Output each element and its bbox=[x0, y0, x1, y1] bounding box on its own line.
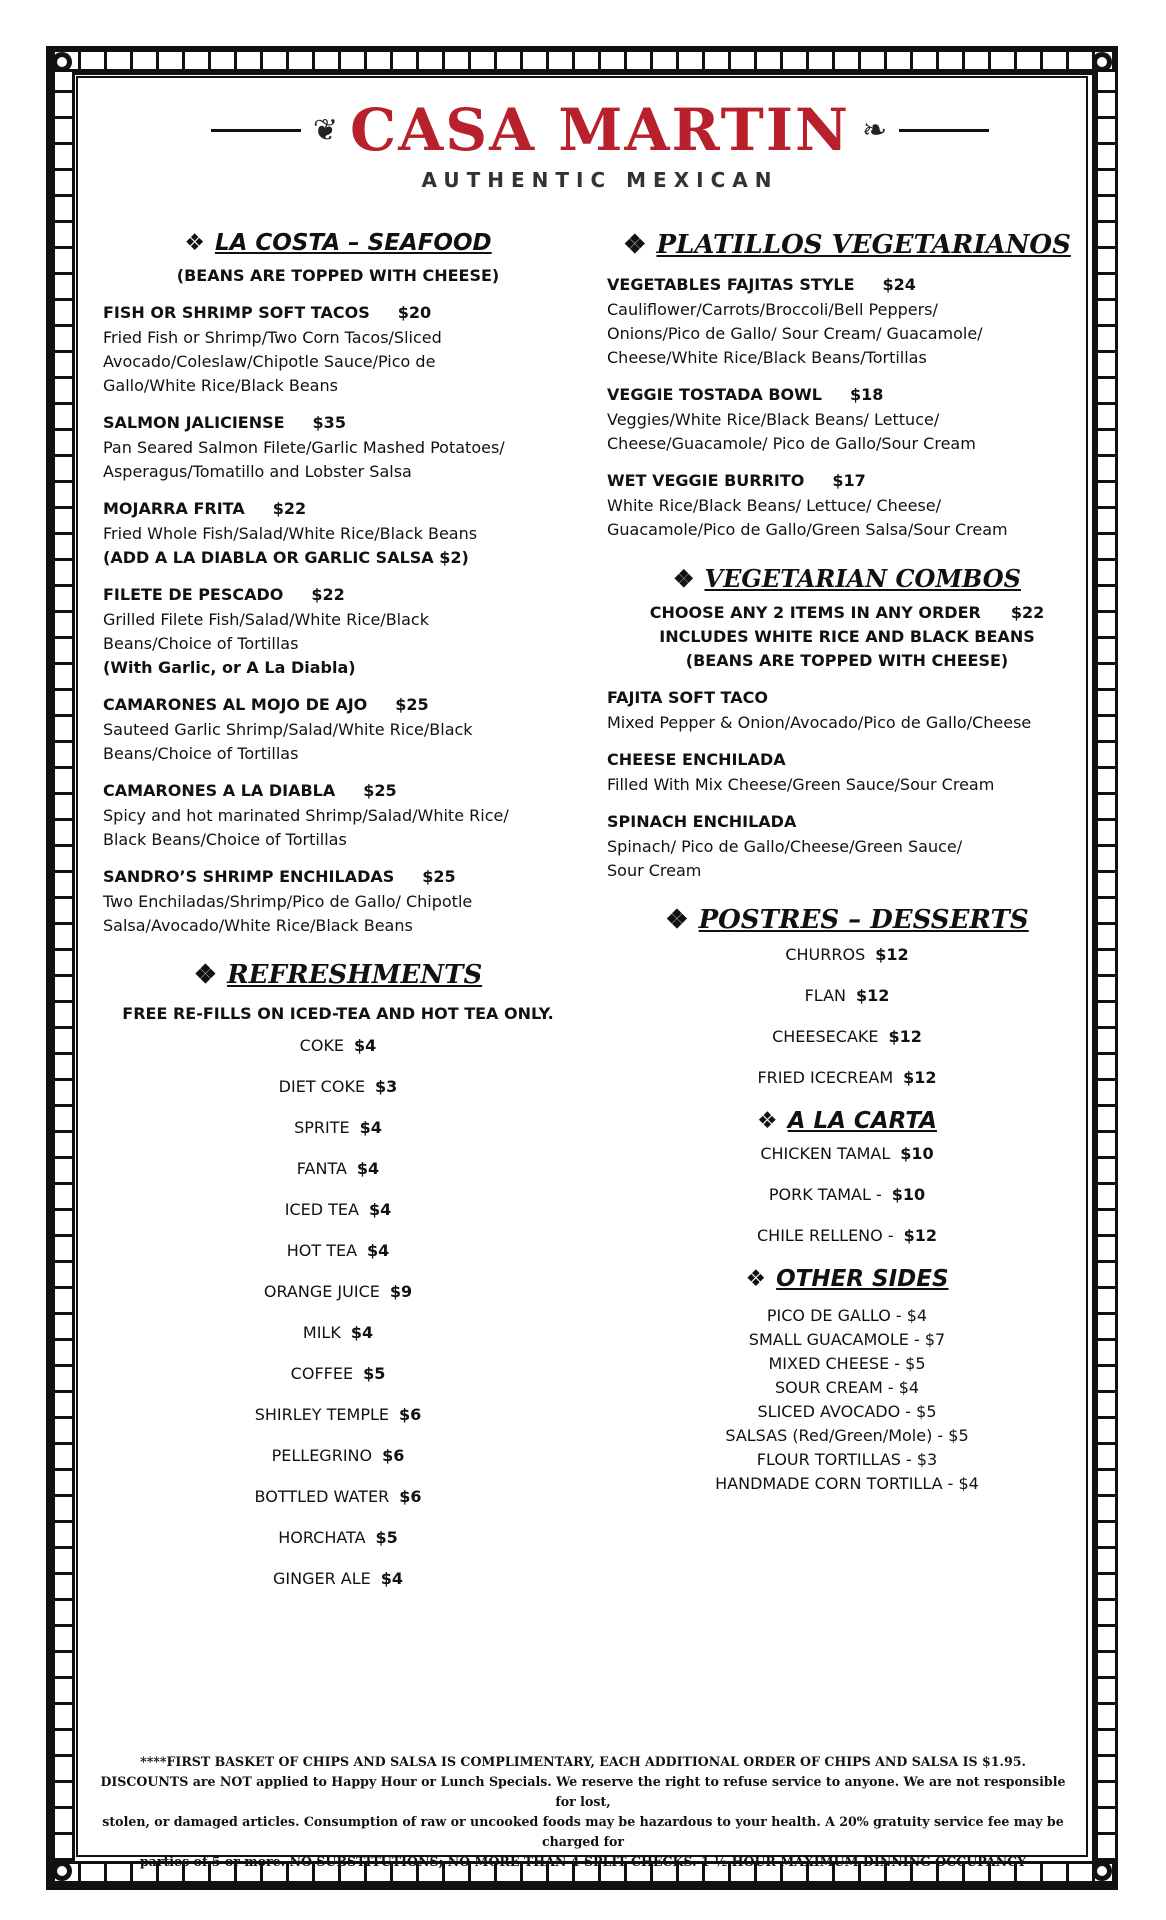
price-row: SMALL GUACAMOLE - $7 bbox=[748, 1330, 946, 1349]
price-row bbox=[103, 1567, 573, 1591]
right-column bbox=[607, 230, 1087, 1496]
item-price: $35 bbox=[312, 413, 346, 432]
item-option-note: (With Garlic, or A La Diabla) bbox=[103, 658, 356, 677]
footer-line: ****FIRST BASKET OF CHIPS AND SALSA IS COMPLIMENTARY, EACH ADDITIONAL ORDER OF CHIPS AND SALSA IS $1.95. bbox=[140, 1754, 1026, 1769]
combos-note-3: (BEANS ARE TOPPED WITH CHEESE) bbox=[685, 651, 1009, 670]
diamond-bullet-icon: ❖ bbox=[665, 905, 689, 935]
diamond-bullet-icon: ❖ bbox=[193, 960, 218, 990]
menu-item bbox=[607, 272, 1087, 370]
item-description: Spicy and hot marinated Shrimp/Salad/White Rice/ bbox=[103, 806, 509, 825]
diamond-bullet-icon: ❖ bbox=[672, 564, 695, 593]
item-description: Beans/Choice of Tortillas bbox=[103, 744, 299, 763]
price-row bbox=[103, 1198, 573, 1222]
item-price: $5 bbox=[363, 1364, 386, 1383]
item-title bbox=[103, 864, 573, 890]
item-price: $12 bbox=[903, 1068, 937, 1087]
item-description: Avocado/Coleslaw/Chipotle Sauce/Pico de bbox=[103, 352, 436, 371]
title-rule-right bbox=[899, 129, 989, 132]
item-title bbox=[103, 692, 573, 718]
item-description: Fried Whole Fish/Salad/White Rice/Black Beans bbox=[103, 524, 478, 543]
section-heading-sides: ❖ OTHER SIDES bbox=[745, 1266, 949, 1292]
price-row: PICO DE GALLO - $4 bbox=[766, 1306, 928, 1325]
price-row: SOUR CREAM - $4 bbox=[774, 1378, 920, 1397]
refreshments-note: FREE RE-FILLS ON ICED-TEA AND HOT TEA ONLY. bbox=[122, 1004, 554, 1023]
corner-ornament-icon bbox=[1092, 52, 1112, 72]
item-price: $4 bbox=[350, 1323, 374, 1342]
diamond-bullet-icon: ❖ bbox=[184, 230, 205, 256]
item-description: Cheese/White Rice/Black Beans/Tortillas bbox=[607, 348, 927, 367]
item-name: MILK bbox=[302, 1323, 341, 1342]
item-name: GINGER ALE bbox=[272, 1569, 371, 1588]
item-name: MOJARRA FRITA bbox=[103, 499, 245, 518]
item-description: Veggies/White Rice/Black Beans/ Lettuce/ bbox=[607, 410, 940, 429]
scroll-ornament-icon: ❧ bbox=[861, 112, 888, 148]
item-price: $24 bbox=[882, 275, 916, 294]
item-price: $22 bbox=[311, 585, 345, 604]
item-price: $12 bbox=[903, 1226, 938, 1245]
item-description: Asperagus/Tomatillo and Lobster Salsa bbox=[103, 462, 412, 481]
item-price: $4 bbox=[356, 1159, 380, 1178]
section-heading-refreshments: ❖ REFRESHMENTS bbox=[193, 960, 483, 990]
section-heading-combos: ❖ VEGETARIAN COMBOS bbox=[672, 564, 1021, 593]
diamond-bullet-icon: ❖ bbox=[745, 1266, 767, 1292]
item-name: FANTA bbox=[296, 1159, 347, 1178]
corner-ornament-icon bbox=[52, 52, 72, 72]
item-price: $12 bbox=[875, 945, 909, 964]
price-row bbox=[607, 1025, 1087, 1049]
item-name: CHEESECAKE bbox=[772, 1027, 879, 1046]
item-name: COFFEE bbox=[290, 1364, 354, 1383]
item-price: $25 bbox=[363, 781, 397, 800]
combos-note-2: INCLUDES WHITE RICE AND BLACK BEANS bbox=[659, 627, 1035, 646]
vegetarian-items bbox=[607, 272, 1087, 542]
item-title bbox=[103, 300, 573, 326]
item-description: Cheese/Guacamole/ Pico de Gallo/Sour Cream bbox=[607, 434, 976, 453]
item-title bbox=[103, 778, 573, 804]
seafood-note: (BEANS ARE TOPPED WITH CHEESE) bbox=[176, 266, 500, 285]
footer-line: stolen, or damaged articles. Consumption of raw or uncooked foods may be hazardous to your health. A 20% gratuity service fee may be charged for bbox=[102, 1814, 1064, 1849]
price-row: SLICED AVOCADO - $5 bbox=[757, 1402, 937, 1421]
item-description: Salsa/Avocado/White Rice/Black Beans bbox=[103, 916, 413, 935]
menu-header bbox=[160, 98, 1040, 192]
diamond-bullet-icon: ❖ bbox=[623, 230, 647, 260]
section-heading-desserts: ❖ POSTRES – DESSERTS bbox=[665, 905, 1029, 935]
item-name: FISH OR SHRIMP SOFT TACOS bbox=[103, 303, 370, 322]
price-row bbox=[607, 943, 1087, 967]
item-name: PELLEGRINO bbox=[271, 1446, 373, 1465]
restaurant-subtitle: AUTHENTIC MEXICAN bbox=[421, 168, 779, 192]
corner-ornament-icon bbox=[1092, 1861, 1112, 1881]
item-description: Mixed Pepper & Onion/Avocado/Pico de Gallo/Cheese bbox=[607, 713, 1032, 732]
price-row bbox=[103, 1362, 573, 1386]
item-name: CHEESE ENCHILADA bbox=[607, 750, 786, 769]
item-name: VEGGIE TOSTADA BOWL bbox=[607, 385, 822, 404]
combo-items bbox=[607, 685, 1087, 883]
item-name: SPRITE bbox=[294, 1118, 350, 1137]
item-name: HOT TEA bbox=[286, 1241, 358, 1260]
item-price: $6 bbox=[382, 1446, 405, 1465]
item-name: VEGETABLES FAJITAS STYLE bbox=[607, 275, 855, 294]
item-price: $5 bbox=[375, 1528, 398, 1547]
item-description: Gallo/White Rice/Black Beans bbox=[103, 376, 338, 395]
footer-line: parties of 5 or more. NO SUBSTITUTIONS; NO MORE THAN 4 SPLIT CHECKS. 1 ½ HOUR MAXIMUM DINNING OCCUPANCY bbox=[139, 1854, 1027, 1869]
item-description: Filled With Mix Cheese/Green Sauce/Sour Cream bbox=[607, 775, 995, 794]
item-price: $4 bbox=[354, 1036, 377, 1055]
item-price: $4 bbox=[380, 1569, 404, 1588]
price-row bbox=[103, 1403, 573, 1427]
item-name: FAJITA SOFT TACO bbox=[607, 688, 768, 707]
menu-item bbox=[103, 778, 573, 852]
item-price: $18 bbox=[850, 385, 884, 404]
item-name: FLAN bbox=[804, 986, 846, 1005]
item-name: DIET COKE bbox=[278, 1077, 366, 1096]
item-price: $12 bbox=[888, 1027, 922, 1046]
menu-item bbox=[607, 809, 1087, 883]
item-price: $17 bbox=[832, 471, 866, 490]
section-heading-carta: ❖ A LA CARTA bbox=[757, 1108, 937, 1134]
item-price: $10 bbox=[891, 1185, 926, 1204]
menu-item bbox=[103, 300, 573, 398]
price-row bbox=[607, 1142, 1087, 1166]
price-row: SALSAS (Red/Green/Mole) - $5 bbox=[725, 1426, 969, 1445]
item-name: CAMARONES AL MOJO DE AJO bbox=[103, 695, 368, 714]
item-name: CHILE RELLENO - bbox=[756, 1226, 894, 1245]
item-title bbox=[103, 410, 573, 436]
menu-item bbox=[103, 496, 573, 570]
seafood-items bbox=[103, 300, 573, 938]
section-heading-seafood: ❖ LA COSTA – SEAFOOD bbox=[184, 230, 492, 256]
item-description: Black Beans/Choice of Tortillas bbox=[103, 830, 347, 849]
item-name: SHIRLEY TEMPLE bbox=[254, 1405, 389, 1424]
item-price: $25 bbox=[395, 695, 429, 714]
item-description: Grilled Filete Fish/Salad/White Rice/Black bbox=[103, 610, 429, 629]
item-description: Cauliflower/Carrots/Broccoli/Bell Peppers/ bbox=[607, 300, 938, 319]
carta-list bbox=[607, 1142, 1087, 1248]
item-name: ORANGE JUICE bbox=[263, 1282, 380, 1301]
left-column bbox=[103, 230, 573, 1591]
refreshments-list bbox=[103, 1034, 573, 1591]
price-row: FLOUR TORTILLAS - $3 bbox=[756, 1450, 938, 1469]
item-name: SANDRO’S SHRIMP ENCHILADAS bbox=[103, 867, 395, 886]
desserts-list bbox=[607, 943, 1087, 1090]
menu-footer-disclaimer bbox=[100, 1752, 1066, 1872]
item-description: Fried Fish or Shrimp/Two Corn Tacos/Sliced bbox=[103, 328, 442, 347]
item-name: PORK TAMAL - bbox=[768, 1185, 882, 1204]
item-name: BOTTLED WATER bbox=[254, 1487, 390, 1506]
item-price: $4 bbox=[368, 1200, 392, 1219]
price-row bbox=[103, 1116, 573, 1140]
price-row bbox=[103, 1444, 573, 1468]
price-row bbox=[607, 1066, 1087, 1090]
price-row bbox=[103, 1280, 573, 1304]
item-name: FILETE DE PESCADO bbox=[103, 585, 284, 604]
price-row bbox=[103, 1157, 573, 1181]
border-band-top bbox=[52, 52, 1112, 75]
item-title bbox=[607, 382, 1087, 408]
item-price: $4 bbox=[367, 1241, 390, 1260]
item-name: COKE bbox=[299, 1036, 345, 1055]
footer-line: DISCOUNTS are NOT applied to Happy Hour or Lunch Specials. We reserve the right to refuse service to anyone. We are not responsible for lost, bbox=[100, 1774, 1066, 1809]
restaurant-name: CASA MARTIN bbox=[350, 96, 850, 164]
item-title bbox=[607, 747, 1087, 773]
item-description: Pan Seared Salmon Filete/Garlic Mashed Potatoes/ bbox=[103, 438, 505, 457]
item-price: $6 bbox=[399, 1405, 422, 1424]
item-name: FRIED ICECREAM bbox=[757, 1068, 894, 1087]
item-description: Sauteed Garlic Shrimp/Salad/White Rice/Black bbox=[103, 720, 473, 739]
price-row bbox=[103, 1034, 573, 1058]
item-price: $12 bbox=[856, 986, 890, 1005]
scroll-ornament-icon: ❦ bbox=[312, 112, 339, 148]
menu-item bbox=[607, 468, 1087, 542]
corner-ornament-icon bbox=[52, 1861, 72, 1881]
menu-item bbox=[607, 382, 1087, 456]
item-price: $6 bbox=[399, 1487, 422, 1506]
item-title bbox=[607, 468, 1087, 494]
section-heading-vegetarian: ❖ PLATILLOS VEGETARIANOS bbox=[623, 230, 1071, 260]
item-price: $9 bbox=[389, 1282, 413, 1301]
item-title bbox=[607, 809, 1087, 835]
border-band-left bbox=[52, 72, 75, 1861]
price-row bbox=[607, 1183, 1087, 1207]
price-row: MIXED CHEESE - $5 bbox=[768, 1354, 926, 1373]
item-description: Guacamole/Pico de Gallo/Green Salsa/Sour Cream bbox=[607, 520, 1008, 539]
item-description: White Rice/Black Beans/ Lettuce/ Cheese/ bbox=[607, 496, 942, 515]
menu-item bbox=[103, 582, 573, 680]
item-title bbox=[103, 582, 573, 608]
menu-item bbox=[607, 685, 1087, 735]
item-name: SPINACH ENCHILADA bbox=[607, 812, 797, 831]
sides-list bbox=[607, 1304, 1087, 1496]
item-description: Onions/Pico de Gallo/ Sour Cream/ Guacamole/ bbox=[607, 324, 983, 343]
item-name: SALMON JALICIENSE bbox=[103, 413, 285, 432]
price-row bbox=[607, 1224, 1087, 1248]
price-row bbox=[103, 1239, 573, 1263]
item-option-note: (ADD A LA DIABLA OR GARLIC SALSA $2) bbox=[103, 548, 469, 567]
menu-item bbox=[103, 410, 573, 484]
diamond-bullet-icon: ❖ bbox=[757, 1108, 778, 1134]
item-description: Two Enchiladas/Shrimp/Pico de Gallo/ Chipotle bbox=[103, 892, 473, 911]
item-name: ICED TEA bbox=[284, 1200, 359, 1219]
price-row: HANDMADE CORN TORTILLA - $4 bbox=[715, 1474, 979, 1493]
item-description: Spinach/ Pico de Gallo/Cheese/Green Sauce/ bbox=[607, 837, 963, 856]
item-price: $22 bbox=[272, 499, 307, 518]
item-name: CAMARONES A LA DIABLA bbox=[103, 781, 336, 800]
menu-item bbox=[607, 747, 1087, 797]
title-rule-left bbox=[211, 129, 301, 132]
price-row bbox=[607, 984, 1087, 1008]
item-price: $10 bbox=[900, 1144, 934, 1163]
price-row bbox=[103, 1321, 573, 1345]
combos-note-1: CHOOSE ANY 2 ITEMS IN ANY ORDER $22 bbox=[649, 603, 1045, 622]
item-name: HORCHATA bbox=[278, 1528, 366, 1547]
item-title bbox=[607, 272, 1087, 298]
item-name: WET VEGGIE BURRITO bbox=[607, 471, 805, 490]
item-title bbox=[103, 496, 573, 522]
price-row bbox=[103, 1526, 573, 1550]
item-price: $4 bbox=[359, 1118, 382, 1137]
title-row bbox=[160, 98, 1040, 162]
item-title bbox=[607, 685, 1087, 711]
item-name: CHURROS bbox=[785, 945, 866, 964]
price-row bbox=[103, 1075, 573, 1099]
item-price: $20 bbox=[397, 303, 432, 322]
item-price: $25 bbox=[422, 867, 456, 886]
item-name: CHICKEN TAMAL bbox=[760, 1144, 891, 1163]
price-row bbox=[103, 1485, 573, 1509]
item-description: Beans/Choice of Tortillas bbox=[103, 634, 299, 653]
menu-item bbox=[103, 864, 573, 938]
menu-item bbox=[103, 692, 573, 766]
item-price: $3 bbox=[375, 1077, 398, 1096]
item-description: Sour Cream bbox=[607, 861, 702, 880]
border-band-right bbox=[1092, 72, 1115, 1861]
